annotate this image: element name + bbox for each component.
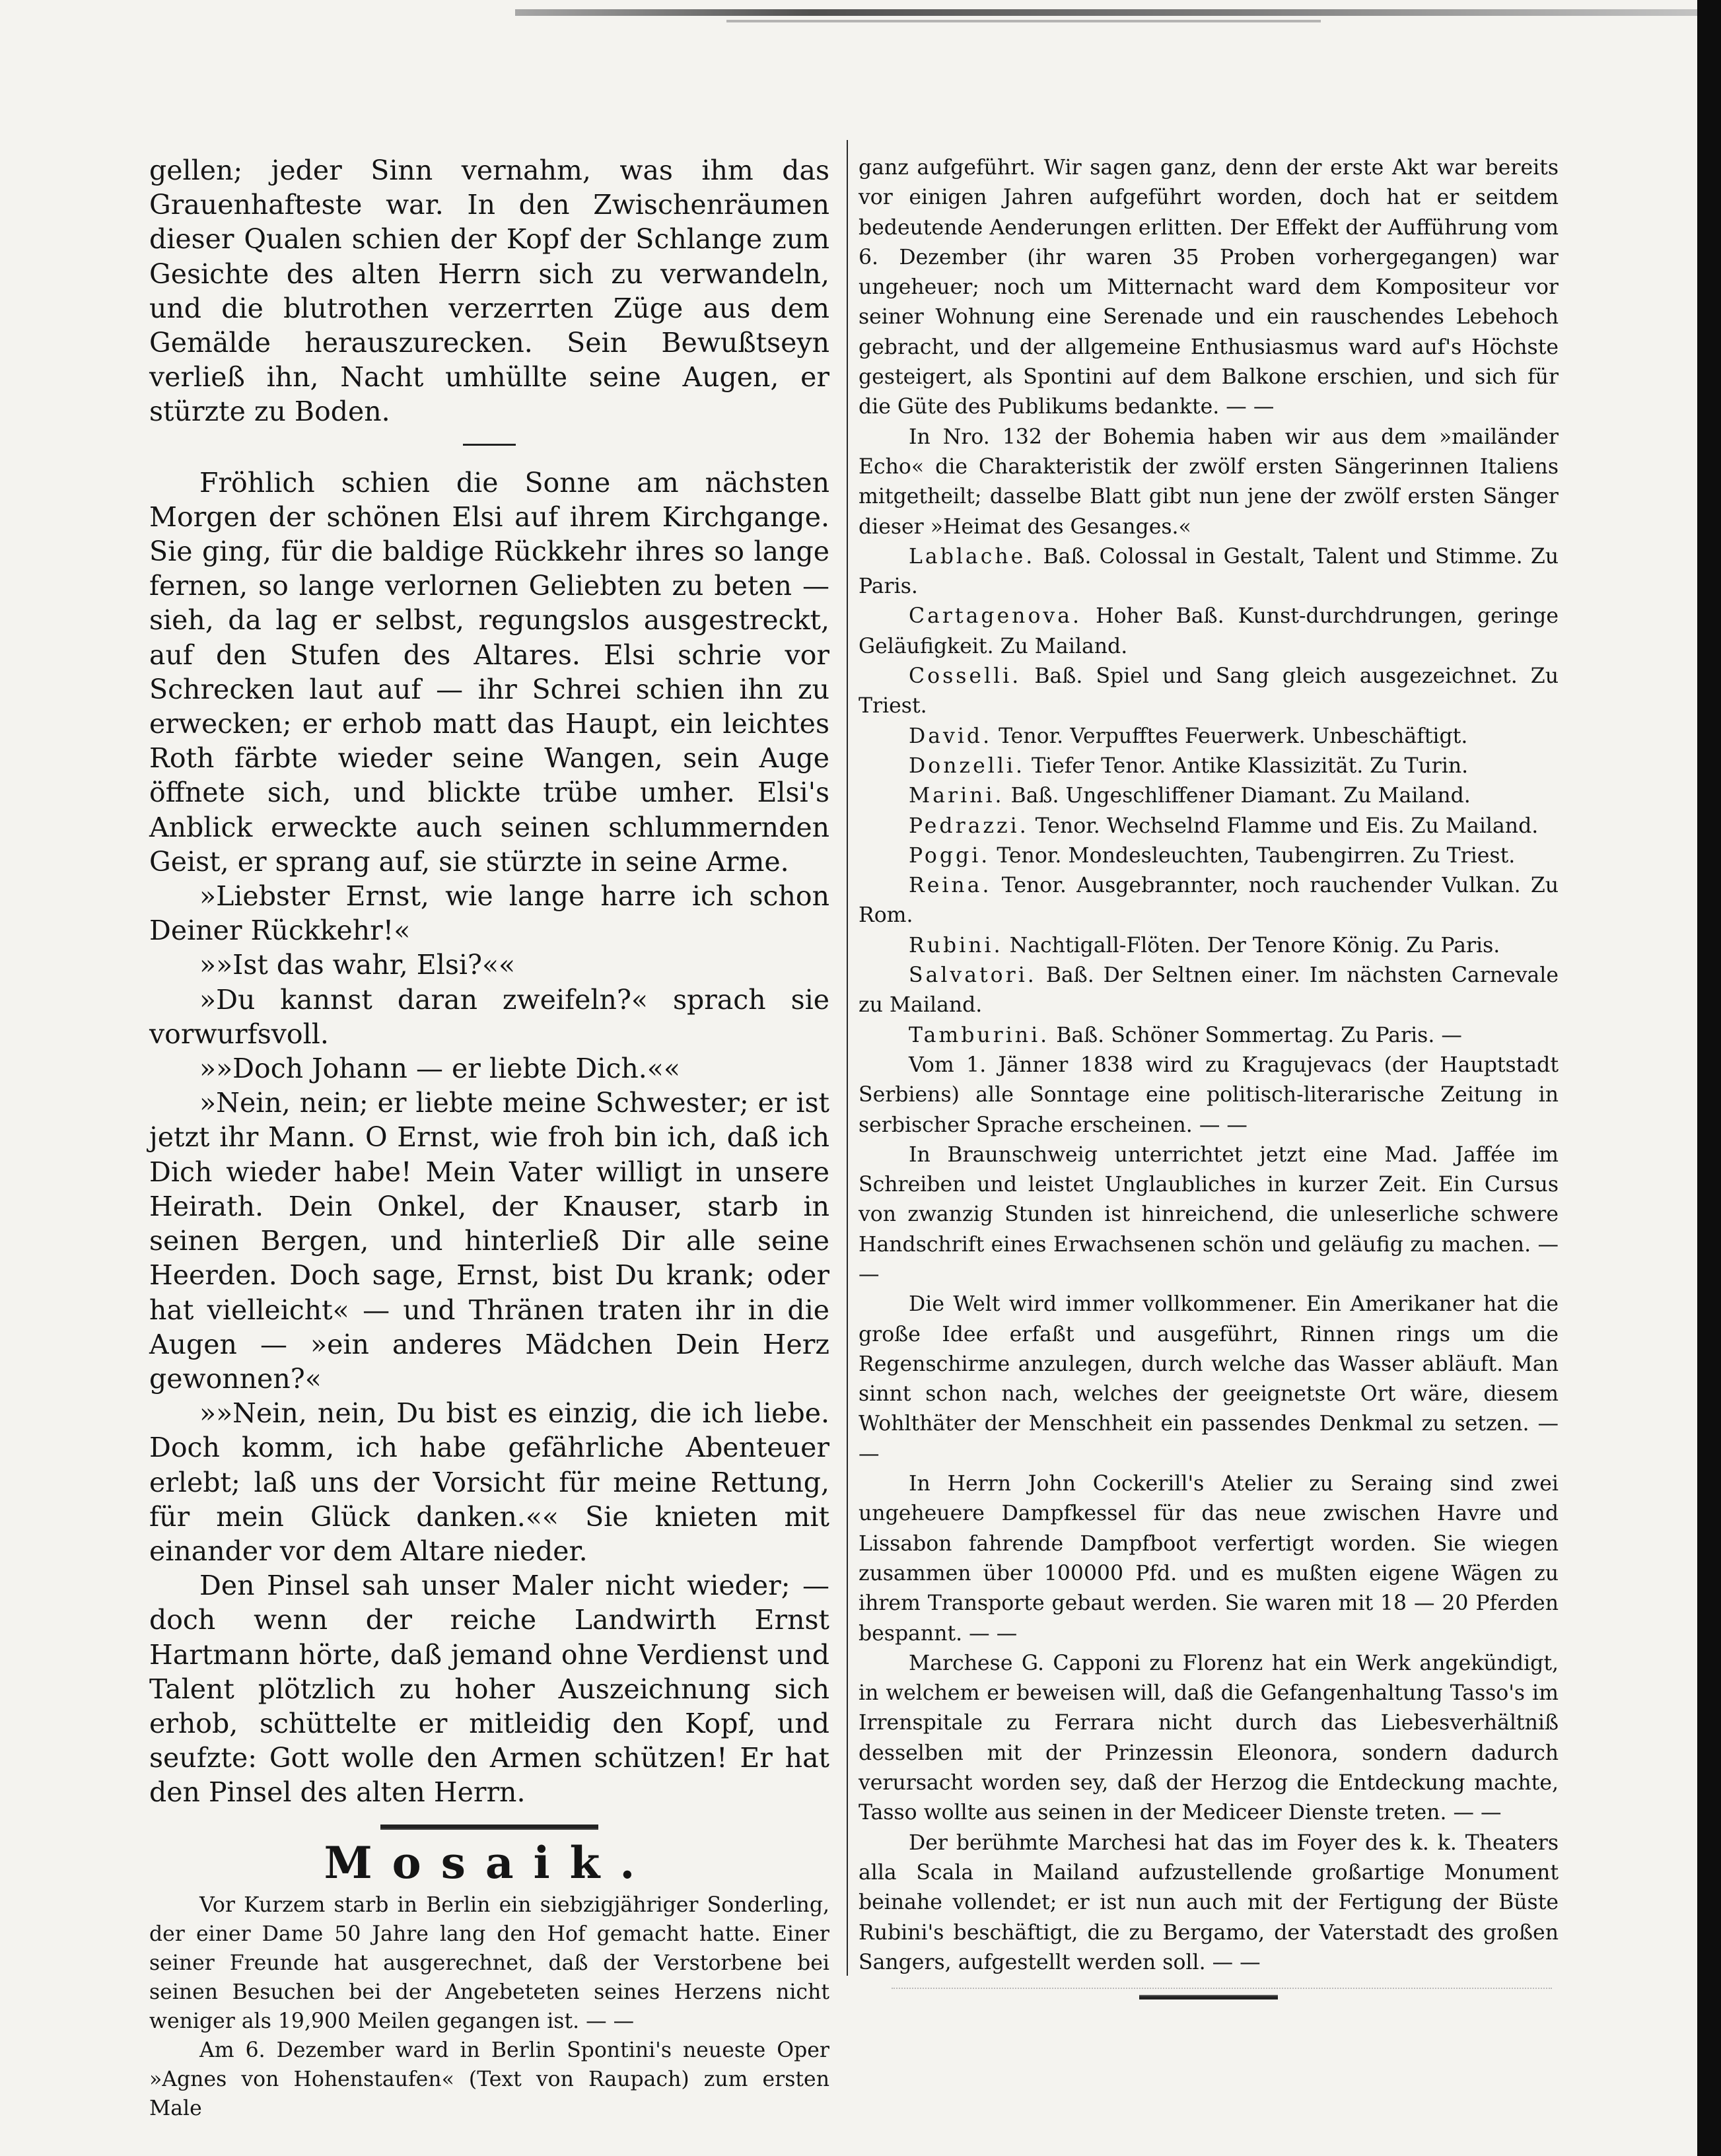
singer-description: Tenor. Wechselnd Flamme und Eis. Zu Mailand. (1028, 814, 1539, 838)
singer-description: Nachtigall-Flöten. Der Tenore König. Zu Paris. (1002, 933, 1500, 957)
left-paragraph-5: »Du kannst daran zweifeln?« sprach sie vorwurfsvoll. (149, 983, 829, 1050)
singer-description: Baß. Schöner Sommertag. Zu Paris. — (1049, 1023, 1462, 1047)
left-paragraph-9: Den Pinsel sah unser Maler nicht wieder; — doch wenn der reiche Landwirth Ernst Hartmann hörte, daß jemand ohne Verdienst und Talent plötzlich zu hoher Auszeichnung sich erhob, schüttelte er mitleidig den Kopf, und seufzte: Gott wolle den Armen schützen! Er hat den Pinsel des alten Herrn. (149, 1570, 829, 1809)
scan-dark-edge (1697, 0, 1721, 2156)
singer-entry (859, 1021, 1559, 1051)
singer-name: Cosselli. (909, 664, 1022, 689)
singer-entry (859, 931, 1559, 961)
column-divider (847, 140, 848, 1976)
scan-top-rule-secondary (726, 20, 1321, 22)
singer-entry (859, 722, 1559, 751)
right-paragraph-2: In Nro. 132 der Bohemia haben wir aus dem »mailänder Echo« die Charakteristik der zwölf ersten Sängerinnen Italiens mitgetheilt; dasselbe Blatt gibt nun jene der zwölf ersten Sänger dieser »Heimat des Gesanges.« (859, 425, 1559, 539)
right-paragraph-4: In Braunschweig unterrichtet jetzt eine Mad. Jaffée im Schreiben und leistet Unglaubliches in kurzer Zeit. Ein Cursus von zwanzig Stunden ist hinreichend, die unleserliche schwere Handschrift eines Erwachsenen schön und geläufig zu machen. — — (859, 1142, 1559, 1286)
singer-description: Baß. Spiel und Sang gleich ausgezeichnet. Zu Triest. (859, 664, 1559, 718)
singer-description: Tenor. Verpufftes Feuerwerk. Unbeschäftigt. (992, 724, 1468, 748)
singer-name: Poggi. (909, 843, 991, 868)
singer-entry (859, 602, 1559, 662)
mosaik-title: Mosaik. (324, 1836, 655, 1889)
scan-top-rule (515, 9, 1704, 16)
singer-description: Tiefer Tenor. Antike Klassizität. Zu Turin. (1024, 753, 1469, 778)
mosaik-header-rule (380, 1825, 598, 1830)
left-paragraph-8: »»Nein, nein, Du bist es einzig, die ich liebe. Doch komm, ich habe gefährliche Abenteuer erlebt; laß uns der Vorsicht für meine Rettung, für mein Glück danken.«« Sie knieten mit einander vor dem Altare nieder. (149, 1397, 829, 1567)
mosaik-paragraph-1: Vor Kurzem starb in Berlin ein siebzigjähriger Sonderling, der einer Dame 50 Jahre lang den Hof gemacht hatte. Einer seiner Freunde hat ausgerechnet, daß der Verstorbene bei seinen Besuchen bei der Angebeteten seines Herzens nicht weniger als 19,900 Meilen gegangen ist. — — (149, 1893, 829, 2033)
singer-description: Baß. Der Seltnen einer. Im nächsten Carnevale zu Mailand. (859, 963, 1559, 1018)
singer-description: Baß. Ungeschliffener Diamant. Zu Mailand. (1004, 784, 1471, 808)
left-paragraph-6: »»Doch Johann — er liebte Dich.«« (199, 1053, 680, 1085)
singer-list (859, 542, 1559, 1051)
left-paragraph-1: gellen; jeder Sinn vernahm, was ihm das Grauenhafteste war. In den Zwischenräumen dieser Qualen schien der Kopf der Schlange zum Gesichte des alten Herrn sich zu verwandeln, und die blutrothen verzerrten Züge aus dem Gemälde herauszurecken. Sein Bewußtseyn verließ ihn, Nacht umhüllte seine Augen, er stürzte zu Boden. (149, 155, 829, 428)
singer-description: Tenor. Ausgebrannter, noch rauchender Vulkan. Zu Rom. (859, 874, 1559, 928)
right-paragraph-8: Der berühmte Marchesi hat das im Foyer des k. k. Theaters alla Scala in Mailand aufzustellende großartige Monument beinahe vollendet; er ist nun auch mit der Fertigung der Büste Rubini's beschäftigt, die zu Bergamo, der Vaterstadt des großen Sangers, aufgestellt werden soll. — — (859, 1830, 1559, 1974)
singer-entry (859, 662, 1559, 722)
left-paragraph-2: Fröhlich schien die Sonne am nächsten Morgen der schönen Elsi auf ihrem Kirchgange. Sie ging, für die baldige Rückkehr ihres so lange fernen, so lange verlornen Geliebten zu beten — sieh, da lag er selbst, regungslos ausgestreckt, auf den Stufen des Altares. Elsi schrie vor Schrecken laut auf — ihr Schrei schien ihn zu erwecken; er erhob matt das Haupt, ein leichtes Roth färbte wieder seine Wangen, sein Auge öffnete sich, und blickte trübe umher. Elsi's Anblick erweckte auch seinen schlummernden Geist, er sprang auf, sie stürzte in seine Arme. (149, 466, 829, 878)
left-paragraph-3: »Liebster Ernst, wie lange harre ich schon Deiner Rückkehr!« (149, 880, 829, 947)
singer-entry (859, 871, 1559, 931)
singer-entry (859, 781, 1559, 811)
singer-description: Baß. Colossal in Gestalt, Talent und Stimme. Zu Paris. (859, 544, 1559, 599)
left-column (149, 153, 829, 2123)
singer-name: David. (909, 724, 993, 748)
right-paragraph-7: Marchese G. Capponi zu Florenz hat ein Werk angekündigt, in welchem er beweisen will, daß die Gefangenhaltung Tasso's im Irrenspitale zu Ferrara nicht durch das Liebesverhältniß desselben mit der Prinzessin Eleonora, sondern dadurch verursacht worden sey, daß der Herzog die Entdeckung machte, Tasso wollte aus seinen in der Mediceer Dienste treten. — — (859, 1651, 1559, 1825)
singer-description: Hoher Baß. Kunst-durchdrungen, geringe Geläufigkeit. Zu Mailand. (859, 604, 1559, 658)
singer-name: Lablache. (909, 544, 1036, 569)
singer-name: Donzelli. (909, 753, 1025, 778)
right-paragraph-3: Vom 1. Jänner 1838 wird zu Kragujevacs (der Hauptstadt Serbiens) alle Sonntage eine politisch-literarische Zeitung in serbischer Sprache erscheinen. — — (859, 1053, 1559, 1137)
singer-entry (859, 961, 1559, 1021)
singer-name: Rubini. (909, 933, 1003, 957)
singer-name: Salvatori. (909, 963, 1037, 988)
section-separator (463, 444, 516, 446)
right-paragraph-6: In Herrn John Cockerill's Atelier zu Seraing sind zwei ungeheuere Dampfkessel für das neue zwischen Havre und Lissabon fahrende Dampfboot verfertigt worden. Sie wiegen zusammen über 100000 Pfd. und es mußten eigene Wägen zu ihrem Transporte gebaut werden. Sie waren mit 18 — 20 Pferden bespannt. — — (859, 1472, 1559, 1646)
singer-name: Pedrazzi. (909, 814, 1029, 838)
right-column (859, 153, 1559, 2000)
singer-entry (859, 751, 1559, 781)
right-paragraph-1: ganz aufgeführt. Wir sagen ganz, denn der erste Akt war bereits vor einigen Jahren aufgeführt worden, doch hat er seitdem bedeutende Aenderungen erlitten. Der Effekt der Aufführung vom 6. Dezember (ihr waren 35 Proben vorhergegangen) war ungeheuer; noch um Mitternacht ward dem Kompositeur vor seiner Wohnung eine Serenade und ein rauschendes Lebehoch gebracht, und der allgemeine Enthusiasmus ward auf's Höchste gesteigert, als Spontini auf dem Balkone erschien, und sich für die Güte des Publikums bedankte. — — (859, 156, 1559, 419)
singer-entry (859, 542, 1559, 602)
singer-entry (859, 841, 1559, 871)
footer-dots (892, 1988, 1552, 1997)
singer-entry (859, 812, 1559, 841)
singer-name: Tamburini. (909, 1023, 1050, 1047)
singer-name: Reina. (909, 874, 992, 898)
left-paragraph-4: »»Ist das wahr, Elsi?«« (199, 949, 516, 981)
singer-name: Marini. (909, 784, 1004, 808)
left-paragraph-7: »Nein, nein; er liebte meine Schwester; er ist jetzt ihr Mann. O Ernst, wie froh bin ich, daß ich Dich wieder habe! Mein Vater willigt in unsere Heirath. Dein Onkel, der Knauser, starb in seinen Bergen, und hinterließ Dir alle seine Heerden. Doch sage, Ernst, bist Du krank; oder hat vielleicht« — und Thränen traten ihr in die Augen — »ein anderes Mädchen Dein Herz gewonnen?« (149, 1087, 829, 1395)
mosaik-paragraph-2: Am 6. Dezember ward in Berlin Spontini's neueste Oper »Agnes von Hohenstaufen« (Text von Raupach) zum ersten Male (149, 2038, 829, 2120)
singer-description: Tenor. Mondesleuchten, Taubengirren. Zu Triest. (990, 843, 1516, 868)
singer-name: Cartagenova. (909, 604, 1082, 629)
right-paragraph-5: Die Welt wird immer vollkommener. Ein Amerikaner hat die große Idee erfaßt und ausgeführt, Rinnen rings um die Regenschirme anzulegen, durch welche das Wasser abläuft. Man sinnt schon nach, welches der geeignetste Ort wäre, diesem Wohlthäter der Menschheit ein passendes Denkmal zu setzen. — — (859, 1292, 1559, 1466)
